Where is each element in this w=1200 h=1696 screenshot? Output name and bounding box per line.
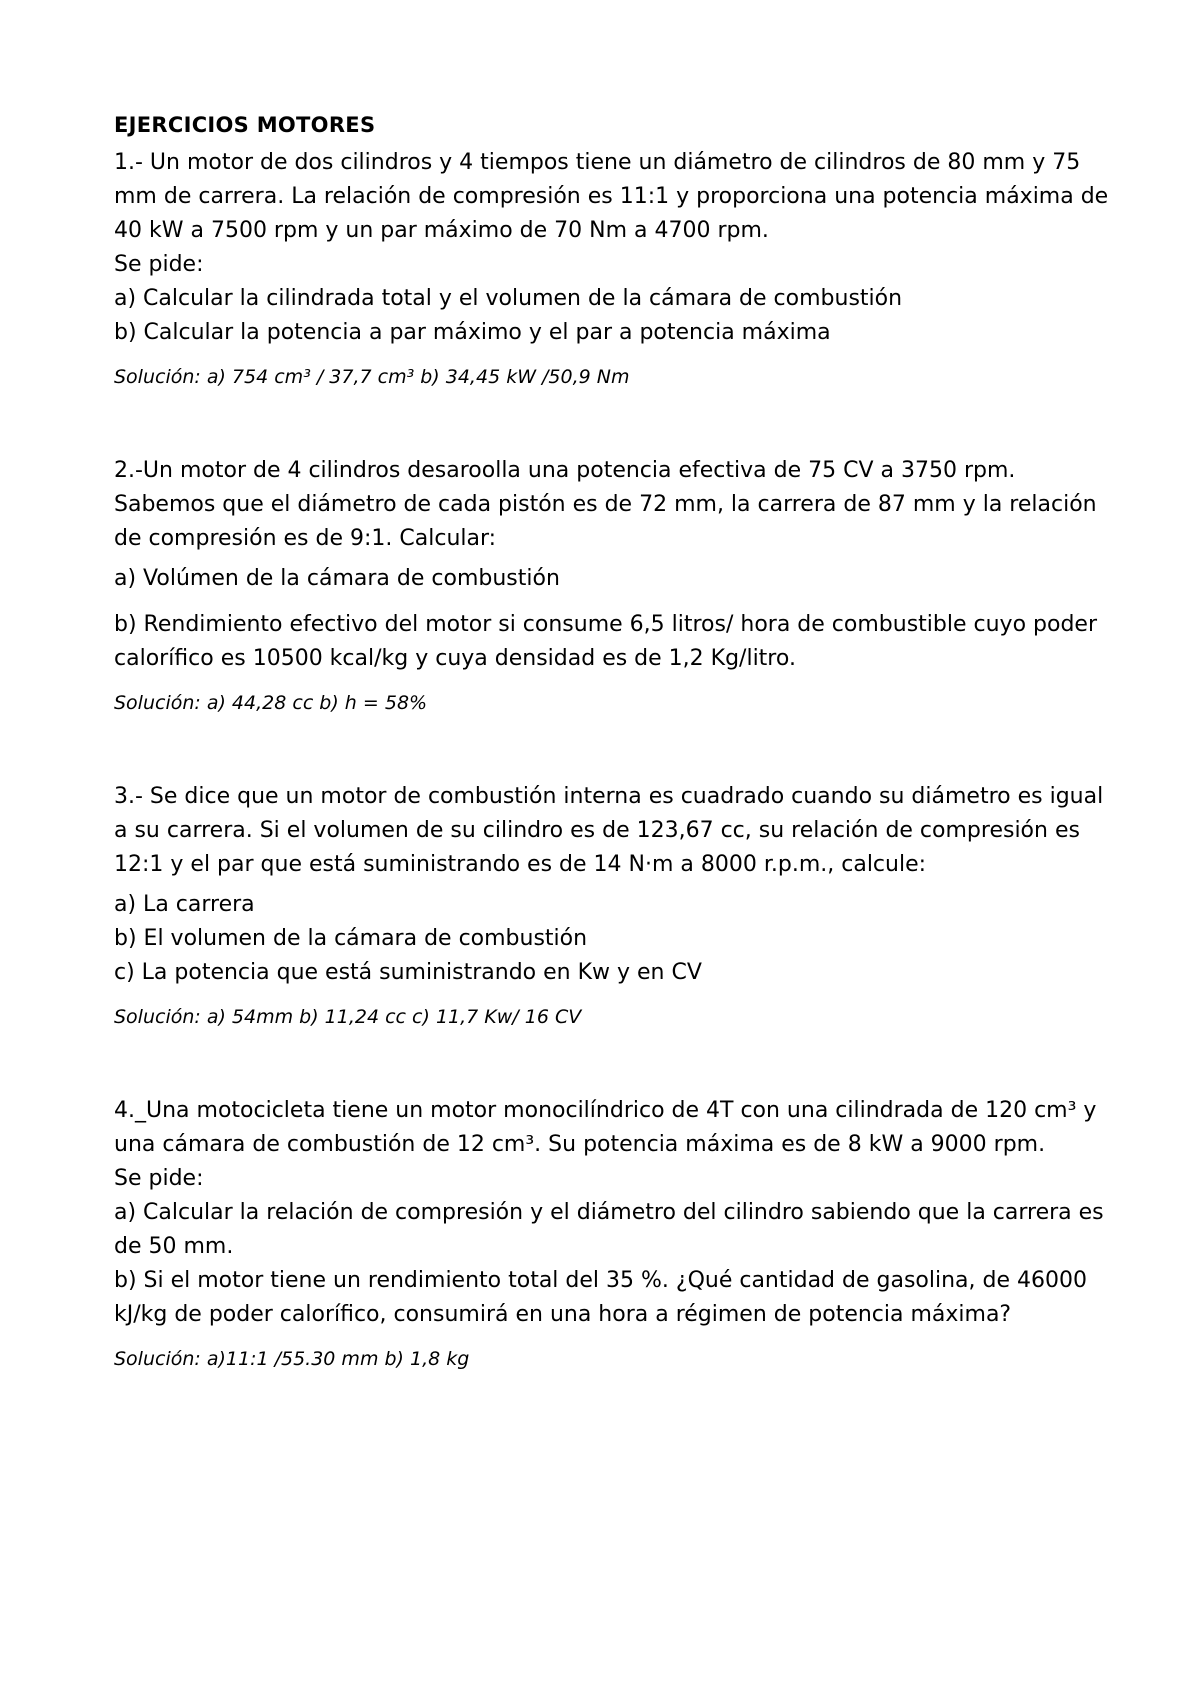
exercise-2-part-a: a) Volúmen de la cámara de combustión bbox=[114, 566, 560, 591]
exercise-4 bbox=[114, 1094, 1104, 1374]
exercise-1-solution: Solución: a) 754 cm³ / 37,7 cm³ b) 34,45 kW /50,9 Nm bbox=[114, 366, 630, 388]
exercise-2-line-1: 2.-Un motor de 4 cilindros desaroolla una potencia efectiva de 75 CV a 3750 rpm. bbox=[114, 458, 1016, 483]
exercise-3-line-1: 3.- Se dice que un motor de combustión interna es cuadrado cuando su diámetro es igual bbox=[114, 784, 1104, 809]
exercise-1-line-1: 1.- Un motor de dos cilindros y 4 tiempos tiene un diámetro de cilindros de 80 mm y 75 bbox=[114, 150, 1081, 175]
exercise-1-line-3: 40 kW a 7500 rpm y un par máximo de 70 Nm a 4700 rpm. bbox=[114, 218, 769, 243]
exercise-2 bbox=[114, 454, 1097, 718]
exercise-4-part-a-line-2: de 50 mm. bbox=[114, 1234, 234, 1259]
exercise-1-prompt: Se pide: bbox=[114, 252, 204, 277]
exercise-1-part-a: a) Calcular la cilindrada total y el volumen de la cámara de combustión bbox=[114, 286, 903, 311]
exercise-3-solution: Solución: a) 54mm b) 11,24 cc c) 11,7 Kw/ 16 CV bbox=[114, 1006, 582, 1028]
exercise-4-prompt: Se pide: bbox=[114, 1166, 204, 1191]
exercise-3 bbox=[114, 780, 1104, 1032]
exercise-2-part-b-line-1: b) Rendimiento efectivo del motor si consume 6,5 litros/ hora de combustible cuyo poder bbox=[114, 612, 1097, 637]
document-page bbox=[114, 110, 1109, 1374]
exercise-2-line-2: Sabemos que el diámetro de cada pistón es de 72 mm, la carrera de 87 mm y la relación bbox=[114, 492, 1097, 517]
exercise-4-line-1: 4._Una motocicleta tiene un motor monocilíndrico de 4T con una cilindrada de 120 cm³ y bbox=[114, 1098, 1097, 1123]
exercise-3-line-2: a su carrera. Si el volumen de su cilindro es de 123,67 cc, su relación de compresión es bbox=[114, 818, 1080, 843]
page-title: EJERCICIOS MOTORES bbox=[114, 113, 376, 137]
exercise-3-line-3: 12:1 y el par que está suministrando es de 14 N·m a 8000 r.p.m., calcule: bbox=[114, 852, 927, 877]
exercise-4-solution: Solución: a)11:1 /55.30 mm b) 1,8 kg bbox=[114, 1348, 470, 1370]
exercise-1-line-2: mm de carrera. La relación de compresión es 11:1 y proporciona una potencia máxima de bbox=[114, 184, 1109, 209]
exercise-1-part-b: b) Calcular la potencia a par máximo y el par a potencia máxima bbox=[114, 320, 831, 345]
exercise-4-part-a-line-1: a) Calcular la relación de compresión y el diámetro del cilindro sabiendo que la carrera es bbox=[114, 1200, 1104, 1225]
exercise-2-part-b-line-2: calorífico es 10500 kcal/kg y cuya densidad es de 1,2 Kg/litro. bbox=[114, 646, 796, 671]
exercise-1 bbox=[114, 146, 1109, 392]
exercise-2-line-3: de compresión es de 9:1. Calcular: bbox=[114, 526, 497, 551]
exercise-3-part-b: b) El volumen de la cámara de combustión bbox=[114, 926, 588, 951]
exercise-4-part-b-line-1: b) Si el motor tiene un rendimiento total del 35 %. ¿Qué cantidad de gasolina, de 46000 bbox=[114, 1268, 1087, 1293]
exercise-3-part-c: c) La potencia que está suministrando en Kw y en CV bbox=[114, 960, 702, 985]
exercise-3-part-a: a) La carrera bbox=[114, 892, 255, 917]
exercise-4-line-2: una cámara de combustión de 12 cm³. Su potencia máxima es de 8 kW a 9000 rpm. bbox=[114, 1132, 1046, 1157]
exercise-4-part-b-line-2: kJ/kg de poder calorífico, consumirá en una hora a régimen de potencia máxima? bbox=[114, 1302, 1012, 1327]
exercise-2-solution: Solución: a) 44,28 cc b) h = 58% bbox=[114, 692, 428, 714]
